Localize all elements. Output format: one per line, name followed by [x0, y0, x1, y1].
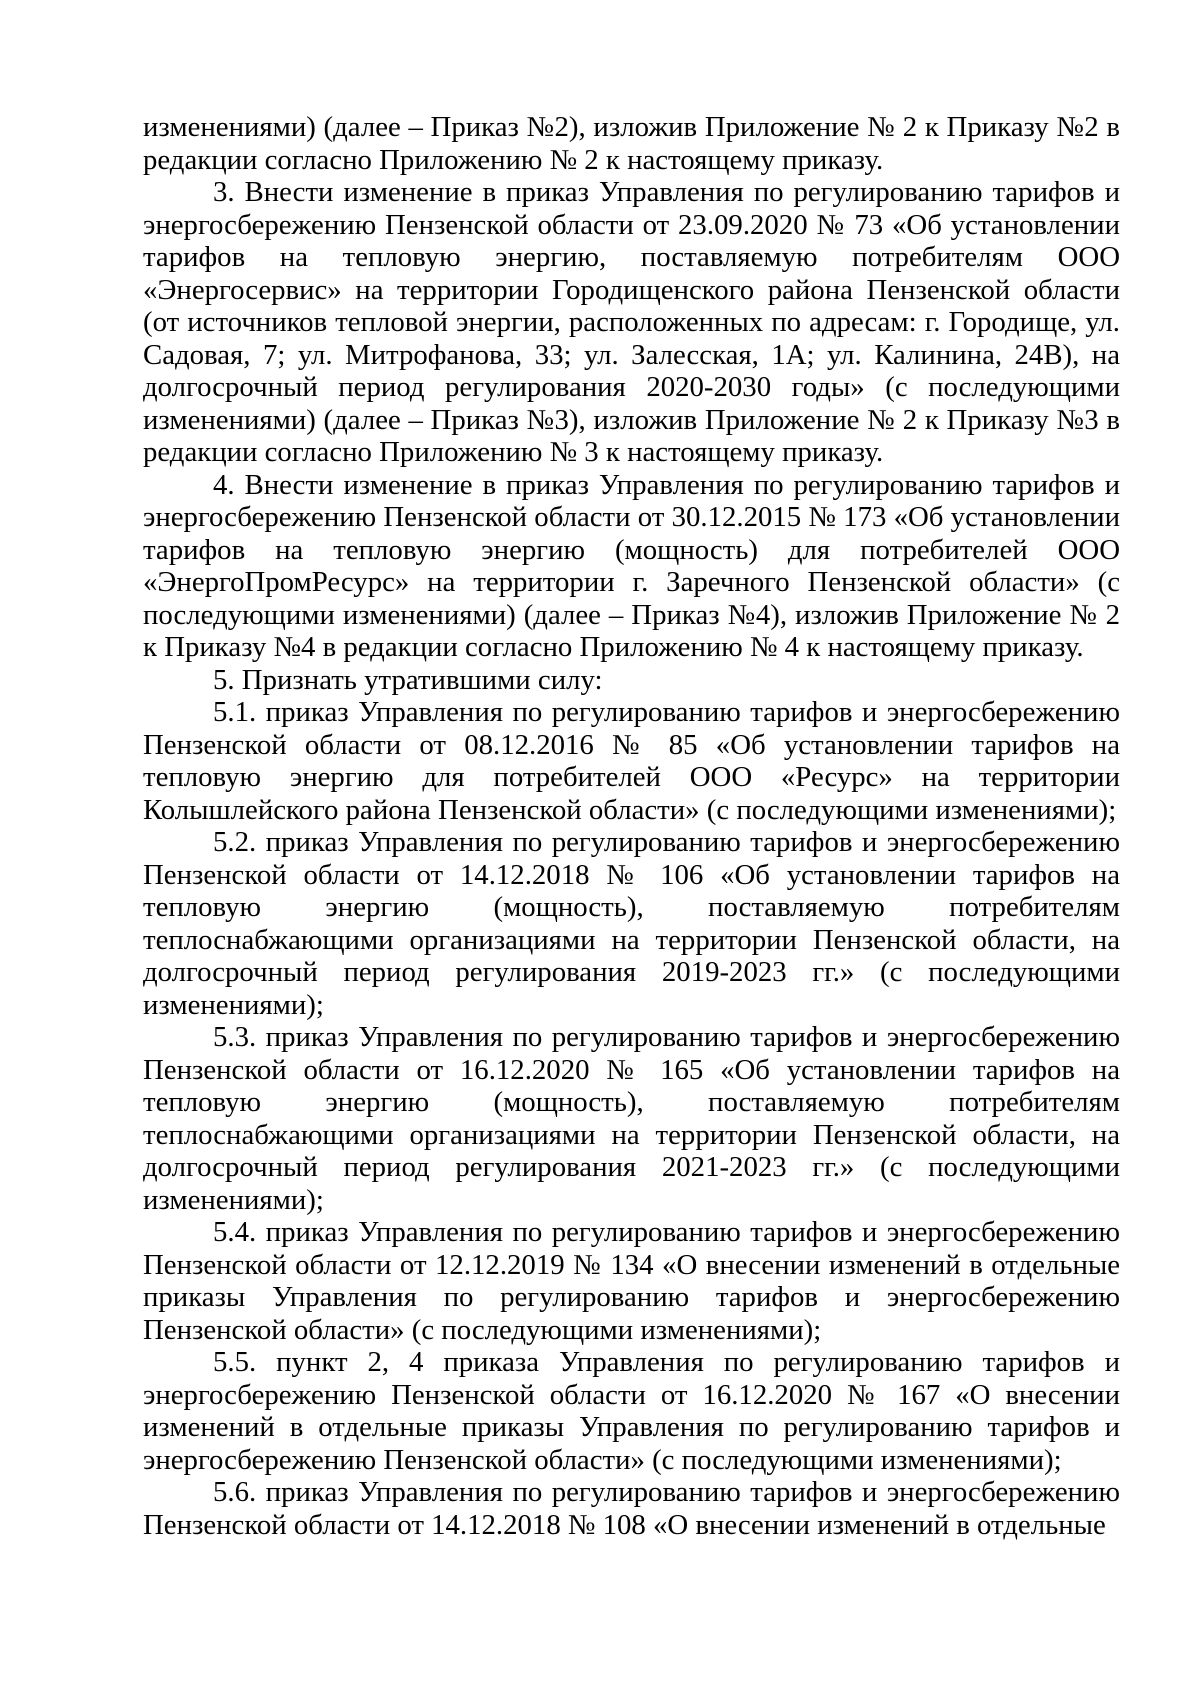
paragraph-item-5-5: 5.5. пункт 2, 4 приказа Управления по регулированию тарифов и энергосбережению Пензенской области от 16.12.2020 № 167 «О внесении изменений в отдельные приказы Управления по регулированию тарифов и энергосбережению Пензенской области» (с последующими изменениями); — [143, 1346, 1120, 1476]
paragraph-continuation: изменениями) (далее – Приказ №2), изложив Приложение № 2 к Приказу №2 в редакции согласно Приложению № 2 к настоящему приказу. — [143, 111, 1120, 176]
paragraph-item-5: 5. Признать утратившими силу: — [213, 663, 603, 696]
paragraph-item-5-2: 5.2. приказ Управления по регулированию тарифов и энергосбережению Пензенской области от 14.12.2018 № 106 «Об установлении тарифов на тепловую энергию (мощность), поставляемую потребителям теплоснабжающими организациями на территории Пензенской области, на долгосрочный период регулирования 2019-2023 гг.» (с последующими изменениями); — [143, 826, 1120, 1021]
paragraph-item-5-6: 5.6. приказ Управления по регулированию тарифов и энергосбережению Пензенской области от 14.12.2018 № 108 «О внесении изменений в отдельные — [143, 1476, 1120, 1541]
paragraph-item-5-4: 5.4. приказ Управления по регулированию тарифов и энергосбережению Пензенской области от 12.12.2019 № 134 «О внесении изменений в отдельные приказы Управления по регулированию тарифов и энергосбережению Пензенской области» (с последующими изменениями); — [143, 1216, 1120, 1346]
paragraph-item-5-1: 5.1. приказ Управления по регулированию тарифов и энергосбережению Пензенской области от 08.12.2016 № 85 «Об установлении тарифов на тепловую энергию для потребителей ООО «Ресурс» на территории Колышлейского района Пензенской области» (с последующими изменениями); — [143, 696, 1120, 826]
document-body — [143, 111, 1120, 1541]
paragraph-item-4: 4. Внести изменение в приказ Управления по регулированию тарифов и энергосбережению Пензенской области от 30.12.2015 № 173 «Об установлении тарифов на тепловую энергию (мощность) для потребителей ООО «ЭнергоПромРесурс» на территории г. Заречного Пензенской области» (с последующими изменениями) (далее – Приказ №4), изложив Приложение № 2 к Приказу №4 в редакции согласно Приложению № 4 к настоящему приказу. — [143, 468, 1120, 663]
paragraph-item-5-3: 5.3. приказ Управления по регулированию тарифов и энергосбережению Пензенской области от 16.12.2020 № 165 «Об установлении тарифов на тепловую энергию (мощность), поставляемую потребителям теплоснабжающими организациями на территории Пензенской области, на долгосрочный период регулирования 2021-2023 гг.» (с последующими изменениями); — [143, 1021, 1120, 1216]
paragraph-item-3: 3. Внести изменение в приказ Управления по регулированию тарифов и энергосбережению Пензенской области от 23.09.2020 № 73 «Об установлении тарифов на тепловую энергию, поставляемую потребителям ООО «Энергосервис» на территории Городищенского района Пензенской области (от источников тепловой энергии, расположенных по адресам: г. Городище, ул. Садовая, 7; ул. Митрофанова, 33; ул. Залесская, 1А; ул. Калинина, 24В), на долгосрочный период регулирования 2020-2030 годы» (с последующими изменениями) (далее – Приказ №3), изложив Приложение № 2 к Приказу №3 в редакции согласно Приложению № 3 к настоящему приказу. — [143, 176, 1120, 468]
